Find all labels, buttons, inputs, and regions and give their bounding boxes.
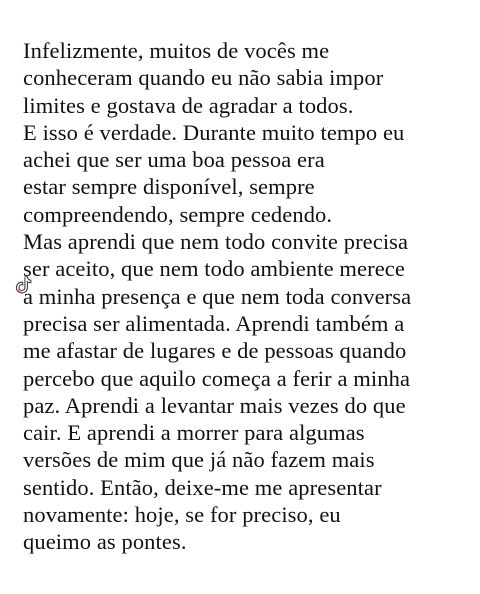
text-line: E isso é verdade. Durante muito tempo eu — [23, 119, 405, 145]
body-text — [23, 37, 473, 556]
text-line: compreendendo, sempre cedendo. — [23, 201, 333, 227]
text-line: ser aceito, que nem todo ambiente merece — [23, 256, 405, 282]
text-line: paz. Aprendi a levantar mais vezes do que — [23, 392, 406, 418]
text-line: limites e gostava de agradar a todos. — [23, 92, 354, 118]
text-line: queimo as pontes. — [23, 529, 187, 555]
text-line: percebo que aquilo começa a ferir a minha — [23, 365, 411, 391]
text-line: novamente: hoje, se for preciso, eu — [23, 502, 341, 528]
text-line: Infelizmente, muitos de vocês me — [23, 38, 330, 63]
text-line: me afastar de lugares e de pessoas quando — [23, 338, 407, 364]
text-line: cair. E aprendi a morrer para algumas — [23, 420, 365, 446]
text-line: estar sempre disponível, sempre — [23, 174, 315, 200]
text-line: sentido. Então, deixe-me me apresentar — [23, 474, 382, 500]
tiktok-icon — [12, 274, 34, 296]
text-line: a minha presença e que nem toda conversa — [23, 283, 412, 309]
text-line: Mas aprendi que nem todo convite precisa — [23, 229, 409, 255]
text-line: achei que ser uma boa pessoa era — [23, 147, 325, 173]
text-line: precisa ser alimentada. Aprendi também a — [23, 310, 405, 336]
text-line: conheceram quando eu não sabia impor — [23, 65, 384, 91]
text-line: versões de mim que já não fazem mais — [23, 447, 375, 473]
